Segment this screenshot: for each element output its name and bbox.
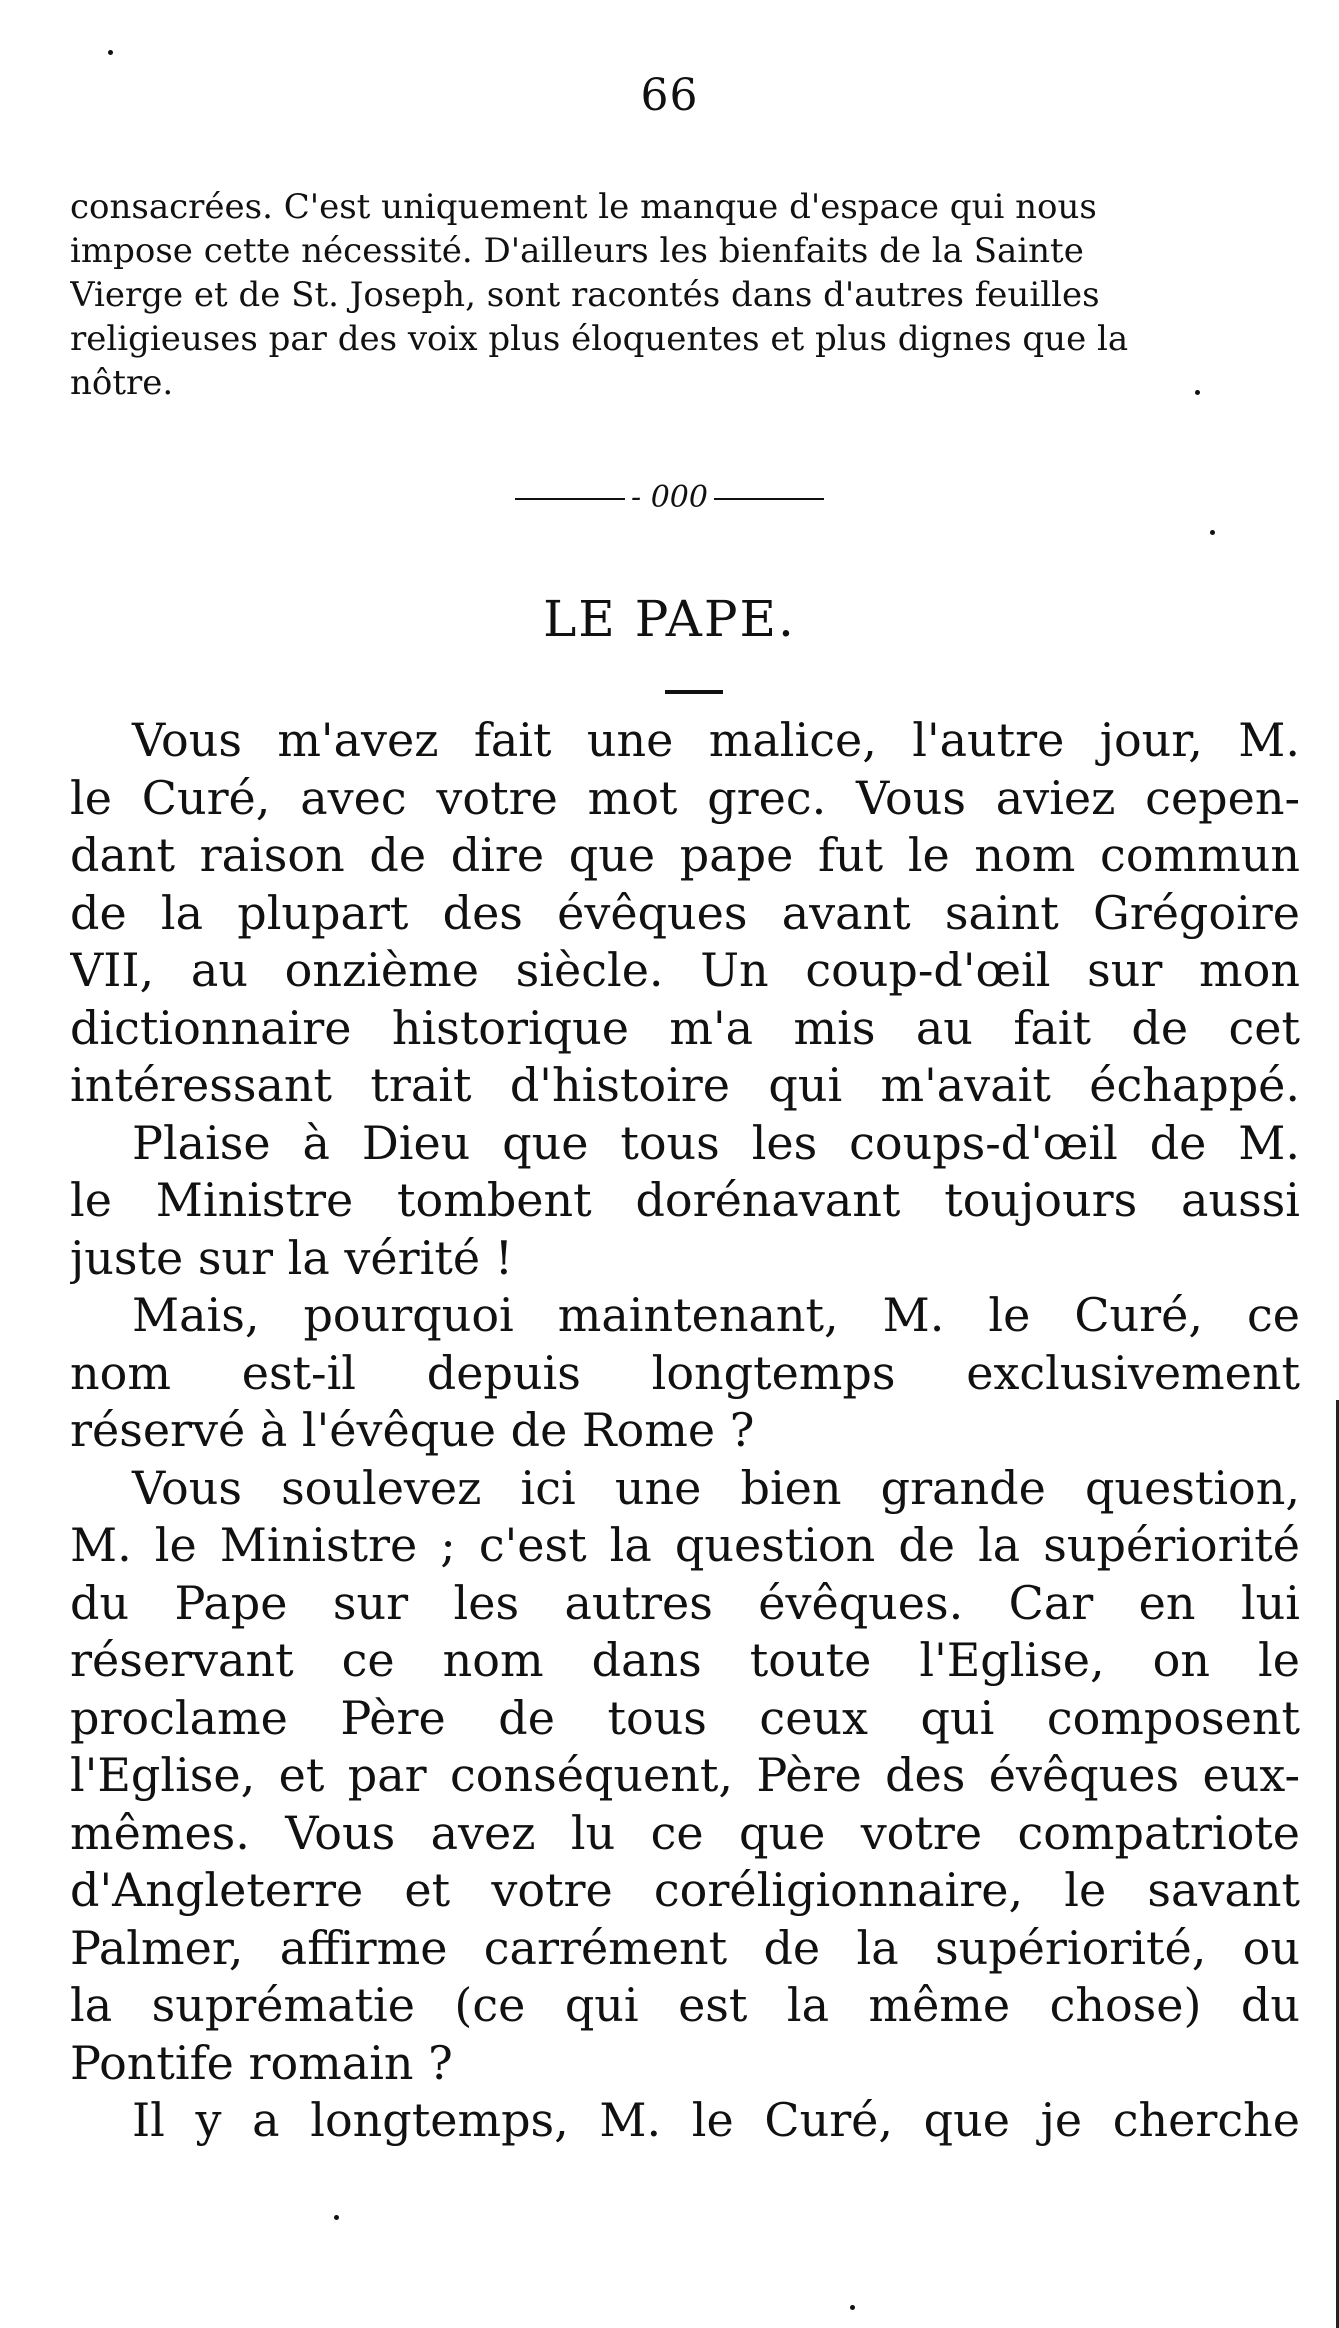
body-line: dant raison de dire que pape fut le nom commun bbox=[70, 828, 1300, 882]
title-rule bbox=[665, 690, 723, 694]
intro-line: nôtre. bbox=[70, 363, 174, 403]
body-line: VII, au onzième siècle. Un coup-d'œil sur mon bbox=[70, 943, 1300, 997]
intro-line: Vierge et de St. Joseph, sont racontés dans d'autres feuilles bbox=[70, 275, 1100, 315]
body-text bbox=[70, 712, 1300, 2150]
intro-line: religieuses par des voix plus éloquentes et plus dignes que la bbox=[70, 319, 1129, 359]
body-line: juste sur la vérité ! bbox=[70, 1230, 514, 1285]
section-separator bbox=[0, 480, 1339, 515]
body-line: de la plupart des évêques avant saint Grégoire bbox=[70, 885, 1300, 940]
ink-speck bbox=[108, 50, 113, 55]
separator-dash-left bbox=[515, 498, 625, 500]
body-line: mêmes. Vous avez lu ce que votre compatriote bbox=[70, 1805, 1300, 1860]
body-line: M. le Ministre ; c'est la question de la supériorité bbox=[70, 1518, 1300, 1572]
intro-line: consacrées. C'est uniquement le manque d'espace qui nous bbox=[70, 187, 1097, 227]
separator-dash-right bbox=[714, 498, 824, 500]
body-line: d'Angleterre et votre coréligionnaire, le savant bbox=[70, 1863, 1300, 1917]
body-line: le Ministre tombent dorénavant toujours aussi bbox=[70, 1173, 1300, 1227]
body-line: Palmer, affirme carrément de la supériorité, ou bbox=[70, 1920, 1300, 1975]
ink-speck bbox=[850, 2305, 855, 2310]
section-title: LE PAPE. bbox=[543, 590, 796, 648]
body-line: Vous soulevez ici une bien grande question, bbox=[132, 1460, 1300, 1515]
intro-paragraph bbox=[70, 185, 1285, 405]
body-line: réservé à l'évêque de Rome ? bbox=[70, 1403, 755, 1457]
body-line: le Curé, avec votre mot grec. Vous aviez cepen- bbox=[70, 770, 1300, 825]
separator-text: - 000 bbox=[631, 480, 708, 515]
ink-speck bbox=[334, 2215, 339, 2220]
body-line: dictionnaire historique m'a mis au fait de cet bbox=[70, 1000, 1300, 1055]
body-line: l'Eglise, et par conséquent, Père des évêques eux- bbox=[70, 1748, 1300, 1802]
body-line: Il y a longtemps, M. le Curé, que je cherche bbox=[132, 2093, 1300, 2147]
intro-line: impose cette nécessité. D'ailleurs les bienfaits de la Sainte bbox=[70, 231, 1084, 271]
body-line: du Pape sur les autres évêques. Car en lui bbox=[70, 1575, 1300, 1630]
body-line: Pontife romain ? bbox=[70, 2035, 453, 2090]
body-line: Plaise à Dieu que tous les coups-d'œil de M. bbox=[132, 1115, 1300, 1170]
body-line: nom est-il depuis longtemps exclusivement bbox=[70, 1345, 1300, 1400]
body-line: la suprématie (ce qui est la même chose) du bbox=[70, 1978, 1300, 2032]
page-number: 66 bbox=[640, 70, 699, 121]
body-line: proclame Père de tous ceux qui composent bbox=[70, 1690, 1300, 1745]
body-line: intéressant trait d'histoire qui m'avait échappé. bbox=[70, 1058, 1300, 1112]
body-line: Mais, pourquoi maintenant, M. le Curé, ce bbox=[132, 1288, 1300, 1342]
ink-speck bbox=[1195, 390, 1200, 395]
body-line: réservant ce nom dans toute l'Eglise, on le bbox=[70, 1633, 1300, 1687]
ink-speck bbox=[1210, 530, 1215, 535]
body-line: Vous m'avez fait une malice, l'autre jour, M. bbox=[132, 713, 1300, 767]
